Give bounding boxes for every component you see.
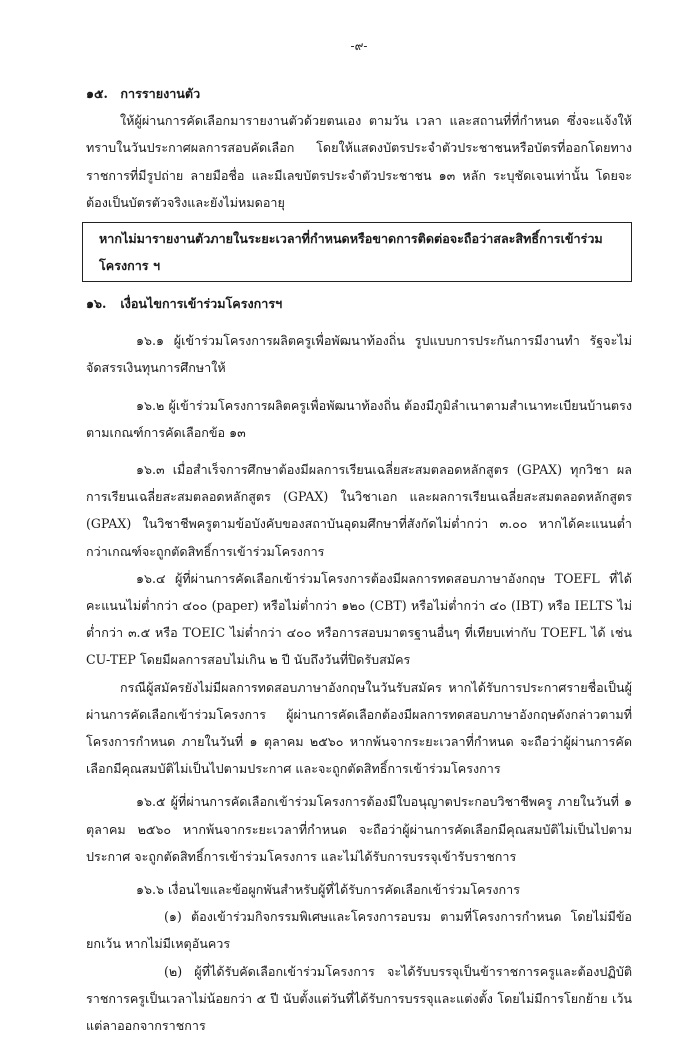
page-number: -๙- bbox=[350, 39, 368, 53]
clause-16-6-item-2: (๒) ผู้ที่ได้รับคัดเลือกเข้าร่วมโครงการ จะได้รับบรรจุเป็นข้าราชการครูและต้องปฏิบัติราชการครูเป็นเวลาไม่น้อยกว่า ๕ ปี นับตั้งแต่วันที่ได้รับการบรรจุและแต่งตั้ง โดยไม่มีการโยกย้าย เว้นแต่ลาออกจากราชการ bbox=[86, 963, 632, 1034]
section-16-title: เงื่อนไขการเข้าร่วมโครงการฯ bbox=[120, 296, 283, 312]
clause-16-6-item-1: (๑) ต้องเข้าร่วมกิจกรรมพิเศษและโครงการอบรม ตามที่โครงการกำหนด โดยไม่มีข้อยกเว้น หากไม่มีเหตุอันควร bbox=[86, 909, 632, 952]
clause-16-1: ๑๖.๑ ผู้เข้าร่วมโครงการผลิตครูเพื่อพัฒนาท้องถิ่น รูปแบบการประกันการมีงานทำ รัฐจะไม่จัดสรรเงินทุนการศึกษาให้ bbox=[86, 333, 632, 376]
clause-16-4-note: กรณีผู้สมัครยังไม่มีผลการทดสอบภาษาอังกฤษในวันรับสมัคร หากได้รับการประกาศรายชื่อเป็นผู้ผ่านการคัดเลือกเข้าร่วมโครงการ ผู้ผ่านการคัดเลือกต้องมีผลการทดสอบภาษาอังกฤษดังกล่าวตามที่โครงการกำหนด ภายในวันที่ ๑ ตุลาคม ๒๕๖๐ หากพ้นจากระยะเวลาที่กำหนด จะถือว่าผู้ผ่านการคัดเลือกมีคุณสมบัติไม่เป็นไปตามประกาศ และจะถูกตัดสิทธิ์การเข้าร่วมโครงการ bbox=[86, 679, 632, 777]
section-15-body: ให้ผู้ผ่านการคัดเลือกมารายงานตัวด้วยตนเอง ตามวัน เวลา และสถานที่ที่กำหนด ซึ่งจะแจ้งให้ทราบในวันประกาศผลการสอบคัดเลือก โดยให้แสดงบัตรประจำตัวประชาชนหรือบัตรที่ออกโดยทางราชการที่มีรูปถ่าย ลายมือชื่อ และมีเลขบัตรประจำตัวประชาชน ๑๓ หลัก ระบุชัดเจนเท่านั้น โดยจะต้องเป็นบัตรตัวจริงและยังไม่หมดอายุ bbox=[86, 113, 632, 210]
clause-16-4: ๑๖.๔ ผู้ที่ผ่านการคัดเลือกเข้าร่วมโครงการต้องมีผลการทดสอบภาษาอังกฤษ TOEFL ที่ได้คะแนนไม่ต่ำกว่า ๔๐๐ (paper) หรือไม่ต่ำกว่า ๑๒๐ (CBT) หรือไม่ต่ำกว่า ๔๐ (IBT) หรือ IELTS ไม่ต่ำกว่า ๓.๕ หรือ TOEIC ไม่ต่ำกว่า ๔๐๐ หรือการสอบมาตรฐานอื่นๆ ที่เทียบเท่ากับ TOEFL ได้ เช่น CU-TEP โดยมีผลการสอบไม่เกิน ๒ ปี นับถึงวันที่ปิดรับสมัคร bbox=[86, 570, 632, 668]
clause-16-2: ๑๖.๒ ผู้เข้าร่วมโครงการผลิตครูเพื่อพัฒนาท้องถิ่น ต้องมีภูมิลำเนาตามสำเนาทะเบียนบ้านตรงตามเกณฑ์การคัดเลือกข้อ ๑๓ bbox=[86, 397, 632, 440]
section-16-heading bbox=[86, 290, 632, 317]
section-15-number: ๑๕. bbox=[86, 86, 108, 101]
reporting-notice-box: หากไม่มารายงานตัวภายในระยะเวลาที่กำหนดหรือขาดการติดต่อจะถือว่าสละสิทธิ์การเข้าร่วมโครงการ ฯ bbox=[82, 222, 632, 282]
clause-16-6: ๑๖.๖ เงื่อนไขและข้อผูกพันสำหรับผู้ที่ได้รับการคัดเลือกเข้าร่วมโครงการ bbox=[136, 882, 520, 898]
clause-16-3: ๑๖.๓ เมื่อสำเร็จการศึกษาต้องมีผลการเรียนเฉลี่ยสะสมตลอดหลักสูตร (GPAX) ทุกวิชา ผลการเรียนเฉลี่ยสะสมตลอดหลักสูตร (GPAX) ในวิชาเอก และผลการเรียนเฉลี่ยสะสมตลอดหลักสูตร (GPAX) ในวิชาชีพครูตามข้อบังคับของสถาบันอุดมศึกษาที่สังกัดไม่ต่ำกว่า ๓.๐๐ หากได้คะแนนต่ำกว่าเกณฑ์จะถูกตัดสิทธิ์การเข้าร่วมโครงการ bbox=[86, 462, 632, 559]
section-15-heading bbox=[86, 80, 632, 107]
section-15-title: การรายงานตัว bbox=[120, 86, 201, 101]
section-16-number: ๑๖. bbox=[86, 296, 107, 312]
clause-16-5: ๑๖.๕ ผู้ที่ผ่านการคัดเลือกเข้าร่วมโครงการต้องมีใบอนุญาตประกอบวิชาชีพครู ภายในวันที่ ๑ ตุลาคม ๒๕๖๐ หากพ้นจากระยะเวลาที่กำหนด จะถือว่าผู้ผ่านการคัดเลือกมีคุณสมบัติไม่เป็นไปตามประกาศ จะถูกตัดสิทธิ์การเข้าร่วมโครงการ และไม่ได้รับการบรรจุเข้ารับราชการ bbox=[86, 794, 632, 864]
